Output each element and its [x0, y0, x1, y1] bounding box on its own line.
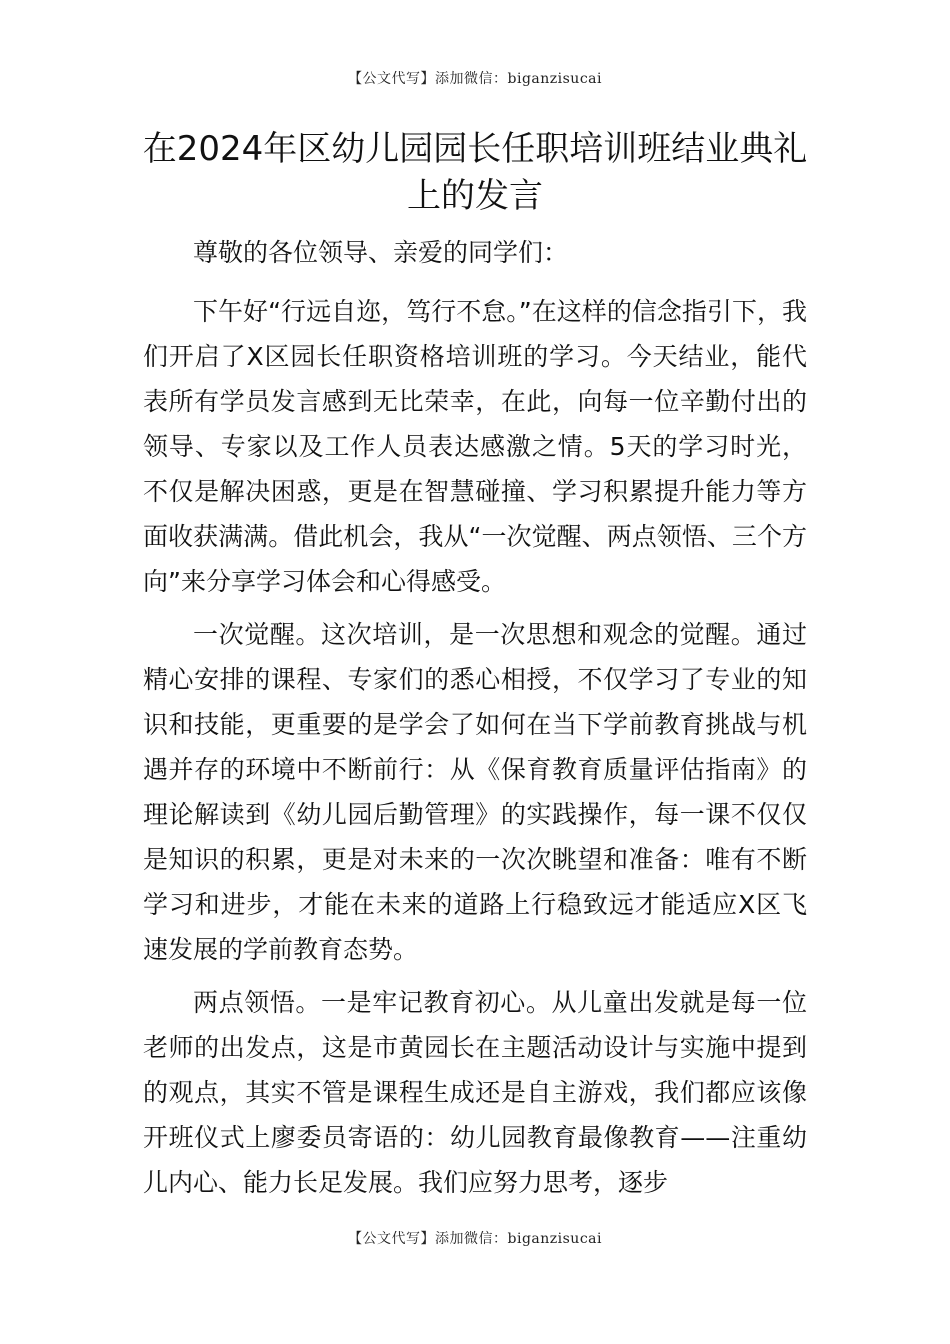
header-watermark: 【公文代写】添加微信：biganzisucai [348, 71, 602, 87]
paragraph-insights: 两点领悟。一是牢记教育初心。从儿童出发就是每一位老师的出发点，这是市黄园长在主题活动设计与实施中提到的观点，其实不管是课程生成还是自主游戏，我们都应该像开班仪式上廖委员寄语的：幼儿园教育最像教育——注重幼儿内心、能力长足发展。我们应努力思考，逐步 [143, 988, 807, 1197]
paragraph-awakening: 一次觉醒。这次培训，是一次思想和观念的觉醒。通过精心安排的课程、专家们的悉心相授，不仅学习了专业的知识和技能，更重要的是学会了如何在当下学前教育挑战与机遇并存的环境中不断前行：从《保育教育质量评估指南》的理论解读到《幼儿园后勤管理》的实践操作，每一课不仅仅是知识的积累，更是对未来的一次次眺望和准备：唯有不断学习和进步，才能在未来的道路上行稳致远才能适应X区飞速发展的学前教育态势。 [143, 620, 807, 964]
document-title: 在2024年区幼儿园园长任职培训班结业典礼上的发言 [142, 129, 808, 216]
footer-watermark: 【公文代写】添加微信：biganzisucai [348, 1231, 602, 1247]
document-body [143, 230, 807, 1213]
salutation: 尊敬的各位领导、亲爱的同学们： [193, 238, 569, 267]
paragraph-greeting: 下午好“行远自迩，笃行不怠。”在这样的信念指引下，我们开启了X区园长任职资格培训班的学习。今天结业，能代表所有学员发言感到无比荣幸，在此，向每一位辛勤付出的领导、专家以及工作人员表达感激之情。5天的学习时光，不仅是解决困惑，更是在智慧碰撞、学习积累提升能力等方面收获满满。借此机会，我从“一次觉醒、两点领悟、三个方向”来分享学习体会和心得感受。 [143, 297, 807, 596]
